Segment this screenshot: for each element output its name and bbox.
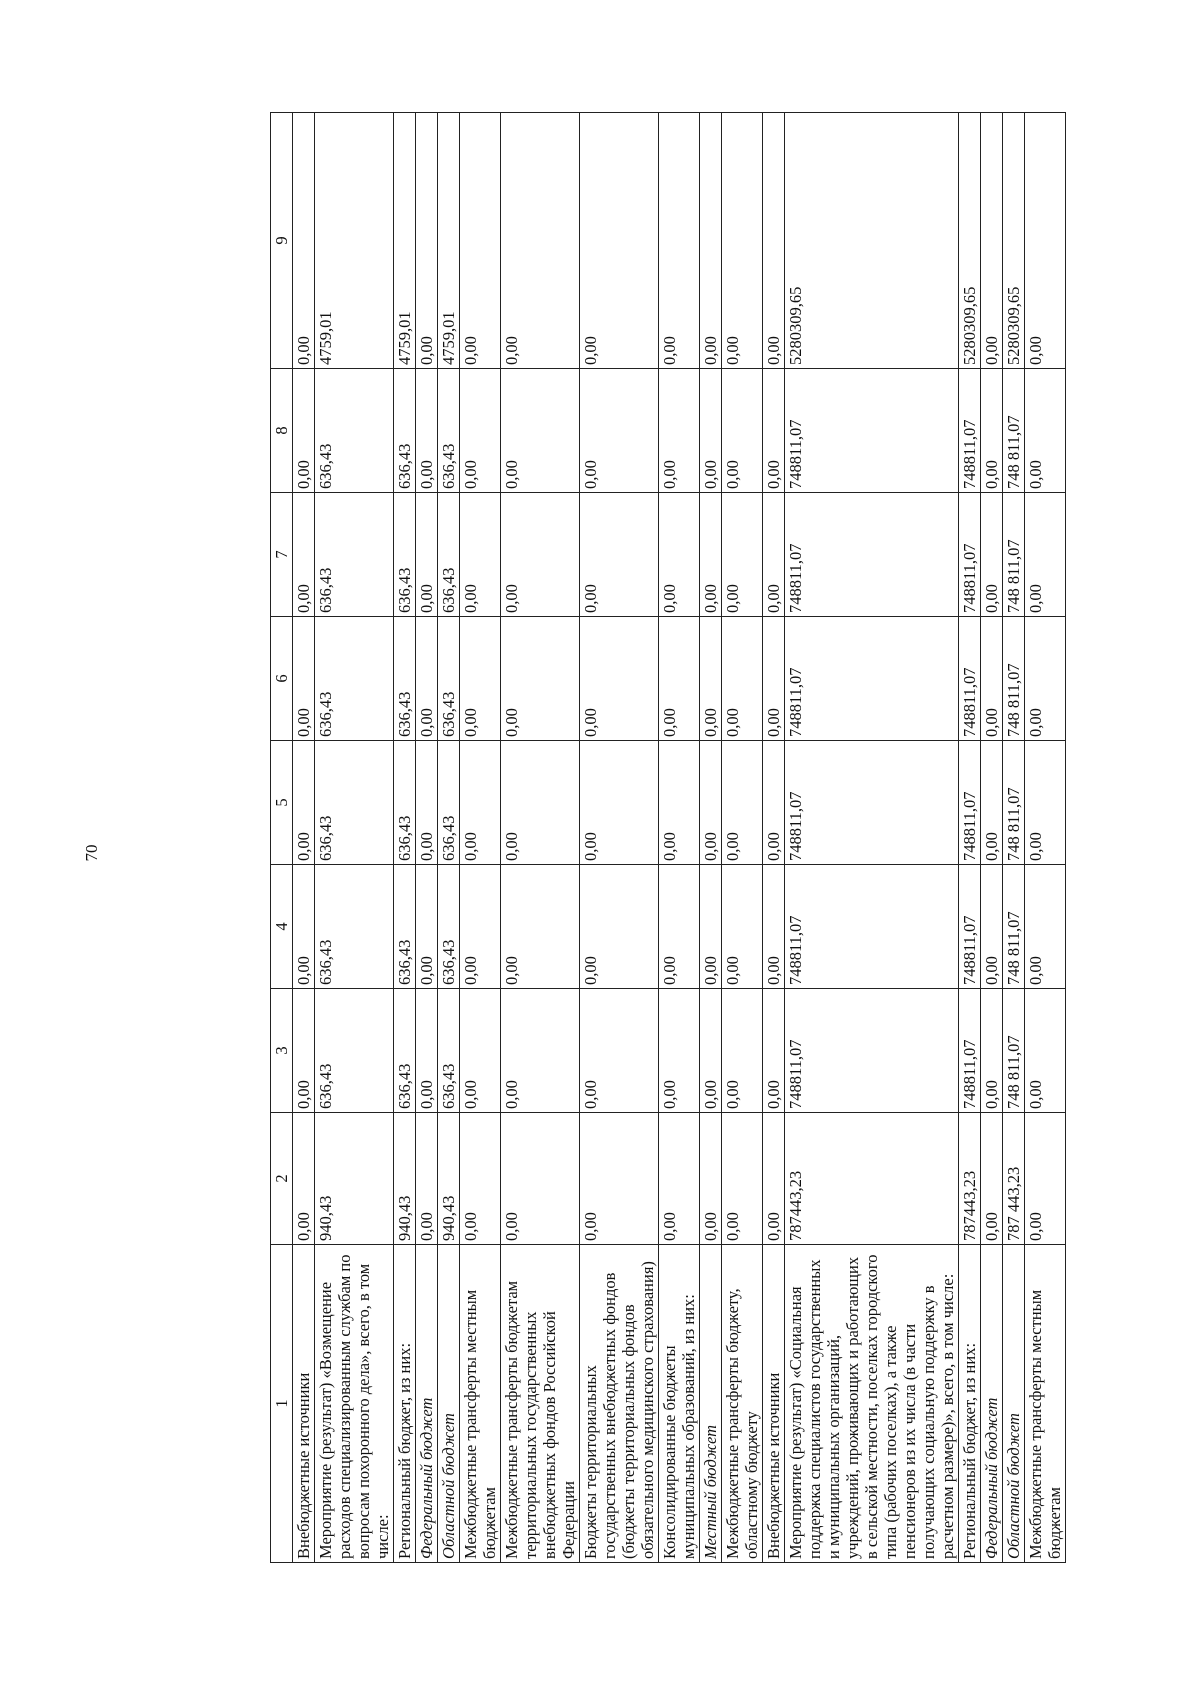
cell-value: 0,00: [763, 493, 785, 617]
column-header-3: 3: [271, 989, 293, 1113]
cell-value: 0,00: [501, 617, 580, 741]
cell-value: 748811,07: [959, 369, 981, 493]
table-row: [1003, 113, 1025, 1563]
cell-value: 636,43: [394, 741, 416, 865]
column-header-1: 1: [271, 1245, 293, 1563]
budget-table: [270, 112, 1066, 1563]
column-header-7: 7: [271, 493, 293, 617]
cell-value: 748811,07: [959, 741, 981, 865]
cell-value: 636,43: [315, 865, 394, 989]
cell-value: 748 811,07: [1003, 493, 1025, 617]
cell-value: 0,00: [659, 865, 700, 989]
row-label: Внебюджетные источники: [293, 1245, 315, 1563]
cell-value: 0,00: [700, 1113, 722, 1245]
cell-value: 0,00: [293, 741, 315, 865]
cell-value: 940,43: [394, 1113, 416, 1245]
cell-value: 0,00: [293, 617, 315, 741]
column-header-6: 6: [271, 617, 293, 741]
table-row: [416, 113, 438, 1563]
cell-value: 748811,07: [785, 493, 959, 617]
cell-value: 0,00: [981, 1113, 1003, 1245]
cell-value: 0,00: [501, 113, 580, 369]
cell-value: 0,00: [700, 741, 722, 865]
cell-value: 0,00: [981, 989, 1003, 1113]
cell-value: 0,00: [501, 1113, 580, 1245]
cell-value: 636,43: [394, 369, 416, 493]
row-label: Мероприятие (результат) «Возмещение расходов специализированным службам по вопросам похоронного дела», всего, в том числе:: [315, 1245, 394, 1563]
cell-value: 748811,07: [959, 865, 981, 989]
cell-value: 0,00: [722, 741, 763, 865]
cell-value: 0,00: [293, 493, 315, 617]
table-body: [293, 113, 1066, 1563]
cell-value: 0,00: [981, 113, 1003, 369]
cell-value: 0,00: [722, 865, 763, 989]
cell-value: 0,00: [981, 865, 1003, 989]
cell-value: 0,00: [1025, 1113, 1066, 1245]
cell-value: 0,00: [580, 493, 659, 617]
cell-value: 0,00: [981, 741, 1003, 865]
cell-value: 0,00: [700, 113, 722, 369]
cell-value: 0,00: [763, 741, 785, 865]
cell-value: 0,00: [659, 113, 700, 369]
row-label: Мероприятие (результат) «Социальная поддержка специалистов государственных и муниципальных организаций, учреждений, проживающих и работающих в сельской местности, поселках городского типа (рабочих поселках), а также пенсионеров из их числа (в части получающих социальную поддержку в расчетном размере)», всего, в том числе:: [785, 1245, 959, 1563]
row-label: Местный бюджет: [700, 1245, 722, 1563]
cell-value: 0,00: [460, 493, 501, 617]
cell-value: 0,00: [416, 989, 438, 1113]
table-row: [659, 113, 700, 1563]
cell-value: 0,00: [580, 617, 659, 741]
cell-value: 636,43: [438, 493, 460, 617]
row-label: Бюджеты территориальных государственных внебюджетных фондов (бюджеты территориальных фондов обязательного медицинского страхования): [580, 1245, 659, 1563]
cell-value: 0,00: [981, 493, 1003, 617]
cell-value: 0,00: [659, 741, 700, 865]
cell-value: 636,43: [394, 989, 416, 1113]
cell-value: 0,00: [501, 989, 580, 1113]
cell-value: 0,00: [501, 369, 580, 493]
column-header-4: 4: [271, 865, 293, 989]
row-label: Федеральный бюджет: [416, 1245, 438, 1563]
cell-value: 0,00: [416, 1113, 438, 1245]
cell-value: 0,00: [293, 1113, 315, 1245]
cell-value: 0,00: [1025, 865, 1066, 989]
cell-value: 0,00: [460, 741, 501, 865]
cell-value: 748 811,07: [1003, 369, 1025, 493]
rotated-table-container: [270, 113, 1200, 1563]
cell-value: 940,43: [315, 1113, 394, 1245]
table-row: [981, 113, 1003, 1563]
column-header-8: 8: [271, 369, 293, 493]
cell-value: 0,00: [700, 617, 722, 741]
cell-value: 0,00: [460, 617, 501, 741]
cell-value: 0,00: [580, 113, 659, 369]
cell-value: 0,00: [763, 989, 785, 1113]
cell-value: 748811,07: [785, 865, 959, 989]
table-row: [460, 113, 501, 1563]
cell-value: 0,00: [722, 369, 763, 493]
cell-value: 0,00: [460, 865, 501, 989]
table-row: [315, 113, 394, 1563]
cell-value: 0,00: [700, 493, 722, 617]
table-row: [722, 113, 763, 1563]
cell-value: 0,00: [416, 113, 438, 369]
column-header-5: 5: [271, 741, 293, 865]
cell-value: 0,00: [460, 989, 501, 1113]
cell-value: 0,00: [293, 865, 315, 989]
cell-value: 0,00: [580, 741, 659, 865]
cell-value: 0,00: [580, 989, 659, 1113]
cell-value: 636,43: [438, 865, 460, 989]
table-row: [580, 113, 659, 1563]
cell-value: 636,43: [394, 617, 416, 741]
cell-value: 0,00: [700, 865, 722, 989]
cell-value: 0,00: [1025, 989, 1066, 1113]
cell-value: 0,00: [293, 369, 315, 493]
cell-value: 940,43: [438, 1113, 460, 1245]
cell-value: 0,00: [722, 493, 763, 617]
cell-value: 0,00: [416, 369, 438, 493]
row-label: Межбюджетные трансферты бюджету, областному бюджету: [722, 1245, 763, 1563]
cell-value: 0,00: [416, 617, 438, 741]
cell-value: 636,43: [394, 493, 416, 617]
cell-value: 0,00: [1025, 617, 1066, 741]
header-row: [271, 113, 293, 1563]
cell-value: 5280309,65: [1003, 113, 1025, 369]
table-row: [959, 113, 981, 1563]
cell-value: 0,00: [293, 989, 315, 1113]
cell-value: 0,00: [293, 113, 315, 369]
cell-value: 748 811,07: [1003, 617, 1025, 741]
cell-value: 0,00: [659, 989, 700, 1113]
row-label: Межбюджетные трансферты местным бюджетам: [460, 1245, 501, 1563]
cell-value: 0,00: [659, 493, 700, 617]
cell-value: 0,00: [580, 1113, 659, 1245]
cell-value: 787443,23: [959, 1113, 981, 1245]
row-label: Региональный бюджет, из них:: [959, 1245, 981, 1563]
cell-value: 0,00: [501, 493, 580, 617]
cell-value: 0,00: [1025, 369, 1066, 493]
cell-value: 0,00: [722, 1113, 763, 1245]
table-row: [501, 113, 580, 1563]
cell-value: 4759,01: [315, 113, 394, 369]
cell-value: 748811,07: [785, 369, 959, 493]
cell-value: 0,00: [580, 369, 659, 493]
cell-value: 636,43: [438, 741, 460, 865]
cell-value: 636,43: [315, 741, 394, 865]
table-row: [700, 113, 722, 1563]
cell-value: 636,43: [438, 617, 460, 741]
cell-value: 0,00: [763, 113, 785, 369]
row-label: Областной бюджет: [1003, 1245, 1025, 1563]
cell-value: 787443,23: [785, 1113, 959, 1245]
cell-value: 0,00: [501, 865, 580, 989]
cell-value: 0,00: [460, 1113, 501, 1245]
row-label: Межбюджетные трансферты бюджетам территориальных государственных внебюджетных фондов Российской Федерации: [501, 1245, 580, 1563]
cell-value: 787 443,23: [1003, 1113, 1025, 1245]
cell-value: 748811,07: [785, 741, 959, 865]
cell-value: 4759,01: [438, 113, 460, 369]
cell-value: 5280309,65: [959, 113, 981, 369]
table-row: [1025, 113, 1066, 1563]
cell-value: 5280309,65: [785, 113, 959, 369]
row-label: Региональный бюджет, из них:: [394, 1245, 416, 1563]
cell-value: 0,00: [1025, 493, 1066, 617]
cell-value: 0,00: [416, 493, 438, 617]
cell-value: 0,00: [763, 369, 785, 493]
row-label: Областной бюджет: [438, 1245, 460, 1563]
column-header-9: 9: [271, 113, 293, 369]
cell-value: 636,43: [315, 493, 394, 617]
column-header-2: 2: [271, 1113, 293, 1245]
cell-value: 0,00: [722, 113, 763, 369]
cell-value: 0,00: [763, 865, 785, 989]
cell-value: 748811,07: [959, 617, 981, 741]
cell-value: 0,00: [722, 617, 763, 741]
cell-value: 0,00: [659, 369, 700, 493]
cell-value: 0,00: [580, 865, 659, 989]
cell-value: 0,00: [659, 1113, 700, 1245]
cell-value: 0,00: [700, 369, 722, 493]
cell-value: 748811,07: [959, 493, 981, 617]
cell-value: 4759,01: [394, 113, 416, 369]
cell-value: 636,43: [315, 989, 394, 1113]
cell-value: 0,00: [763, 617, 785, 741]
cell-value: 0,00: [722, 989, 763, 1113]
cell-value: 0,00: [763, 1113, 785, 1245]
cell-value: 0,00: [981, 617, 1003, 741]
cell-value: 0,00: [460, 113, 501, 369]
cell-value: 0,00: [1025, 113, 1066, 369]
cell-value: 636,43: [394, 865, 416, 989]
cell-value: 748 811,07: [1003, 741, 1025, 865]
cell-value: 636,43: [438, 989, 460, 1113]
cell-value: 636,43: [438, 369, 460, 493]
cell-value: 636,43: [315, 369, 394, 493]
table-row: [293, 113, 315, 1563]
cell-value: 748811,07: [785, 989, 959, 1113]
table-row: [763, 113, 785, 1563]
row-label: Внебюджетные источники: [763, 1245, 785, 1563]
cell-value: 0,00: [1025, 741, 1066, 865]
cell-value: 0,00: [416, 865, 438, 989]
cell-value: 748811,07: [959, 989, 981, 1113]
table-row: [438, 113, 460, 1563]
cell-value: 748 811,07: [1003, 865, 1025, 989]
page-number: 70: [82, 844, 101, 862]
table-row: [394, 113, 416, 1563]
cell-value: 0,00: [460, 369, 501, 493]
cell-value: 0,00: [501, 741, 580, 865]
cell-value: 748 811,07: [1003, 989, 1025, 1113]
cell-value: 0,00: [659, 617, 700, 741]
row-label: Федеральный бюджет: [981, 1245, 1003, 1563]
cell-value: 0,00: [416, 741, 438, 865]
cell-value: 636,43: [315, 617, 394, 741]
cell-value: 0,00: [981, 369, 1003, 493]
cell-value: 0,00: [700, 989, 722, 1113]
table-row: [785, 113, 959, 1563]
row-label: Межбюджетные трансферты местным бюджетам: [1025, 1245, 1066, 1563]
row-label: Консолидированные бюджеты муниципальных образований, из них:: [659, 1245, 700, 1563]
cell-value: 748811,07: [785, 617, 959, 741]
